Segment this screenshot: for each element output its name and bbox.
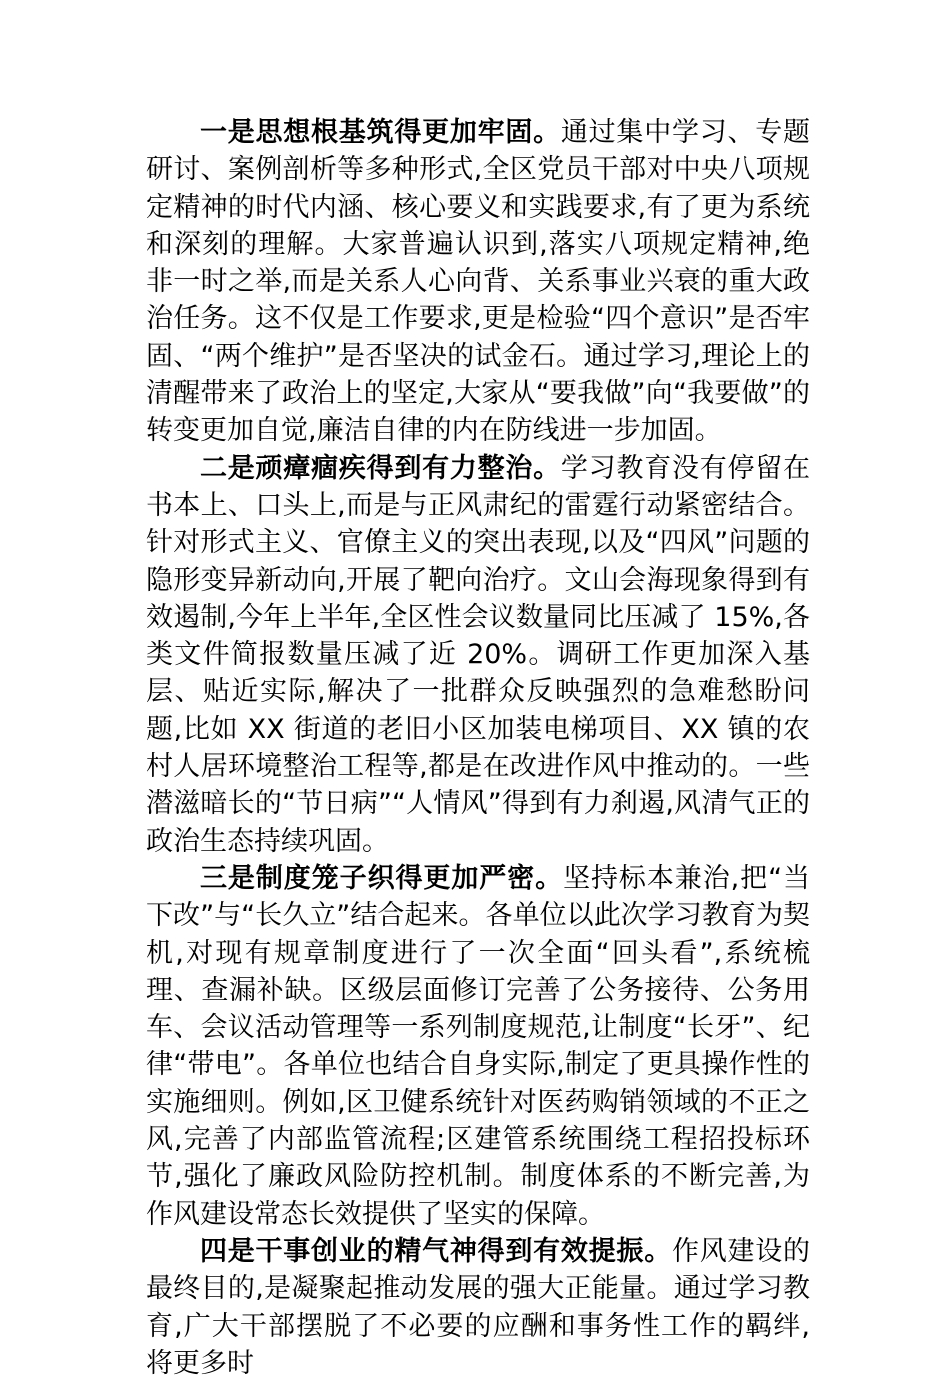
paragraph-4-body: 作风建设的最终目的,是凝聚起推动发展的强大正能量。通过学习教育,广大干部摆脱了不必要的应酬和事务性工作的羁绊,将更多时 [146, 1235, 811, 1379]
paragraph-1-heading: 一是思想根基筑得更加牢固。 [200, 117, 561, 148]
paragraph-2-body: 学习教育没有停留在书本上、口头上,而是与正风肃纪的雷霆行动紧密结合。针对形式主义、官僚主义的突出表现,以及“四风”问题的隐形变异新动向,开展了靶向治疗。文山会海现象得到有效遏制,今年上半年,全区性会议数量同比压减了 15%,各类文件简报数量压减了近 20%。调研工作更加深入基层、贴近实际,解决了一批群众反映强烈的急难愁盼问题,比如 XX 街道的老旧小区加装电梯项目、XX 镇的农村人居环境整治工程等,都是在改进作风中推动的。一些潜滋暗长的“节日病”“人情风”得到有力刹遏,风清气正的政治生态持续巩固。 [146, 452, 811, 857]
paragraph-4 [146, 1233, 810, 1382]
paragraph-4-heading: 四是干事创业的精气神得到有效提振。 [200, 1235, 672, 1267]
paragraph-2 [146, 450, 810, 860]
paragraph-3-heading: 三是制度笼子织得更加严密。 [200, 862, 564, 894]
paragraph-3-body: 坚持标本兼治,把“当下改”与“长久立”结合起来。各单位以此次学习教育为契机,对现有规章制度进行了一次全面“回头看”,系统梳理、查漏补缺。区级层面修订完善了公务接待、公务用车、会议活动管理等一系列制度规范,让制度“长牙”、纪律“带电”。各单位也结合自身实际,制定了更具操作性的实施细则。例如,区卫健系统针对医药购销领域的不正之风,完善了内部监管流程;区建管系统围绕工程招投标环节,强化了廉政风险防控机制。制度体系的不断完善,为作风建设常态长效提供了坚实的保障。 [146, 862, 811, 1230]
paragraph-2-heading: 二是顽瘴痼疾得到有力整治。 [200, 452, 561, 484]
paragraph-1 [146, 114, 810, 450]
paragraph-1-body: 通过集中学习、专题研讨、案例剖析等多种形式,全区党员干部对中央八项规定精神的时代内涵、核心要义和实践要求,有了更为系统和深刻的理解。大家普遍认识到,落实八项规定精神,绝非一时之举,而是关系人心向背、关系事业兴衰的重大政治任务。这不仅是工作要求,更是检验“四个意识”是否牢固、“两个维护”是否坚决的试金石。通过学习,理论上的清醒带来了政治上的坚定,大家从“要我做”向“我要做”的转变更加自觉,廉洁自律的内在防线进一步加固。 [146, 117, 811, 447]
paragraph-3 [146, 860, 810, 1233]
document-page [146, 114, 810, 1382]
